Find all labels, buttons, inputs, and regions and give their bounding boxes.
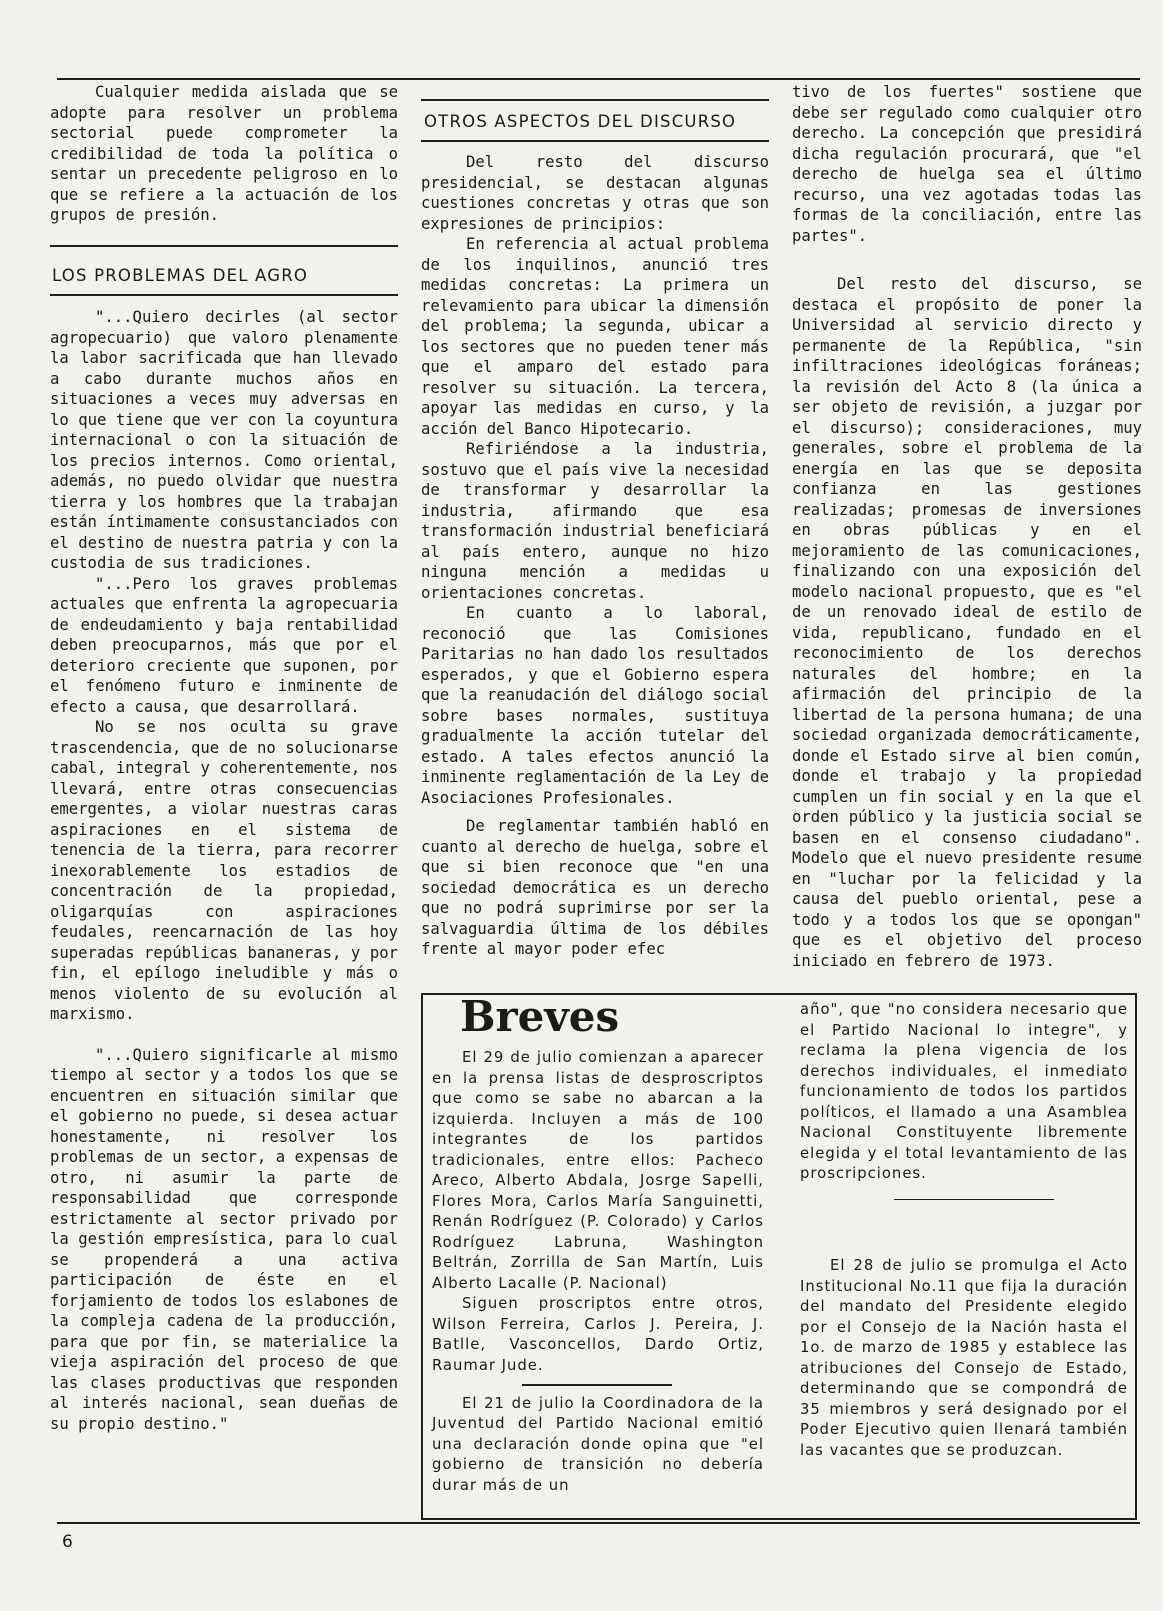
column-3-body (792, 82, 1142, 971)
section-heading-otros: OTROS ASPECTOS DEL DISCURSO (424, 112, 737, 131)
paragraph: "...Pero los graves problemas actuales que enfrenta la agropecuaria de endeudamiento y baja rentabilidad deben preocuparnos, más que por el deterioro creciente que suponen, por el fenómeno futuro e inminente de efecto a causa, que desarrollará. (50, 574, 398, 716)
paragraph: tivo de los fuertes" sostiene que debe ser regulado como cualquier otro derecho. La concepción que presidirá dicha regulación procurará, que "el derecho de huelga sea el último recurso, una vez agotadas todas las formas de la conciliación, entre las partes". (792, 83, 1142, 245)
paragraph: No se nos oculta su grave trascendencia, que de no solucionarse cabal, integral y coherentemente, nos llevará, entre otras consecuencias emergentes, a violar nuestras caras aspiraciones en el sistema de tenencia de la tierra, para recorrer inexorablemente los estadios de concentración de la propiedad, oligarquías con aspiraciones feudales, reencarnación de las hoy superadas repúblicas bananeras, y por fin, el epílogo ineludible y más o menos violento de su evolución al marxismo. (50, 718, 398, 1023)
paragraph: El 28 de julio se promulga el Acto Institucional No.11 que fija la duración del mandato del Presidente elegido por el Consejo de la Nación hasta el 1o. de marzo de 1985 y establece las atribuciones del Consejo de Estado, determinando que se compondrá de 35 miembros y será designado por el Poder Ejecutivo quien llenará también las vacantes que se produzcan. (800, 1257, 1128, 1459)
paragraph: "...Quiero significarle al mismo tiempo al sector y a todos los que se encuentren en situación similar que el gobierno no puede, si desea actuar honestamente, ni resolver los problemas de un sector, a expensas de otro, ni asumir la parte de responsabilidad que corresponde estrictamente al sector privado por la gestión empresística, para lo cual se propenderá a una activa participación de éste en el forjamiento de todos los eslabones de la compleja cadena de la producción, para que por fin, se materialice la vieja aspiración del proceso de que las clases productivas que responden al interés nacional, sean dueñas de su propio destino." (50, 1045, 398, 1433)
page-number: 6 (62, 1532, 73, 1552)
section-rule (50, 245, 398, 247)
section-rule (421, 99, 769, 101)
section-rule (421, 140, 769, 142)
paragraph: "...Quiero decirles (al sector agropecuario) que valoro plenamente la labor sacrificada que han llevado a cabo durante muchos años en situaciones a veces muy adversas en lo que tiene que ver con la coyuntura internacional o con la situación de los precios internos. Como oriental, además, no puedo olvidar que nuestra tierra y los hombres que la trabajan están íntimamente consustanciados con el destino de nuestra patria y con la custodia de sus tradiciones. (50, 308, 398, 572)
paragraph: En cuanto a lo laboral, reconoció que las Comisiones Paritarias no han dado los resultados esperados, y que el Gobierno espera que la reanudación del diálogo social sobre bases normales, sustituya gradualmente la acción tutelar del estado. A tales efectos anunció la inminente reglamentación de la Ley de Asociaciones Profesionales. (421, 604, 769, 807)
breves-divider (522, 1384, 672, 1386)
top-rule (57, 78, 1140, 80)
paragraph: Del resto del discurso, se destaca el propósito de poner la Universidad al servicio directo y permanente de la República, "sin infiltraciones ideológicas foráneas; la revisión del Acto 8 (la única a ser objeto de revisión, a juzgar por el discurso); consideraciones, muy generales, sobre el problema de la energía en las que se deposita confianza en las gestiones realizadas; promesas de inversiones en obras públicas y en el mejoramiento de las comunicaciones, finalizando con una exposición del modelo nacional propuesto, que es "el de un renovado ideal de estilo de vida, republicano, fundado en el reconocimiento de los derechos naturales del hombre; en la afirmación del principio de la libertad de la persona humana; de una sociedad organizada democráticamente, donde el Estado sirve al bien común, donde el trabajo y la propiedad cumplen un fin social y en la que el orden público y la justicia social se basen en el consenso ciudadano". Modelo que el nuevo presidente resume en "luchar por la felicidad y la causa del pueblo oriental, pese a todo y a todos los que se opongan" que es el objetivo del proceso iniciado en febrero de 1973. (792, 275, 1142, 970)
paragraph: año", que "no considera necesario que el Partido Nacional lo integre", y reclama la plena vigencia de los derechos individuales, el inmediato funcionamiento de todos los partidos políticos, el llamado a una Asamblea Nacional Constituyente libremente elegida y el total levantamiento de las proscripciones. (800, 1001, 1128, 1182)
paragraph: El 21 de julio la Coordinadora de la Juventud del Partido Nacional emitió una declaración donde opina que "el gobierno de transición no debería durar más de un (432, 1394, 764, 1494)
breves-divider (894, 1199, 1054, 1201)
paragraph: Del resto del discurso presidencial, se destacan algunas cuestiones concretas y otras que son expresiones de principios: (421, 153, 769, 233)
breves-left-column (432, 1048, 764, 1496)
section-rule (50, 294, 398, 296)
breves-title: Breves (460, 992, 620, 1041)
breves-right-column (800, 1000, 1128, 1461)
paragraph: En referencia al actual problema de los inquilinos, anunció tres medidas concretas: La primera un relevamiento para ubicar la dimensión del problema; la segunda, ubicar a los sectores que no pueden tener más que el amparo del estado para resolver su situación. La tercera, apoyar las medidas en curso, y la acción del Banco Hipotecario. (421, 235, 769, 438)
paragraph: Refiriéndose a la industria, sostuvo que el país vive la necesidad de transformar y desarrollar la industria, afirmando que esa transformación industrial beneficiará al país entero, aunque no hizo ninguna mención a medidas u orientaciones concretas. (421, 440, 769, 602)
column-1-intro (50, 82, 398, 226)
bottom-rule (57, 1522, 1140, 1524)
paragraph: El 29 de julio comienzan a aparecer en la prensa listas de desproscriptos que como se sabe no abarcan a la izquierda. Incluyen a más de 100 integrantes de los partidos tradicionales, entre ellos: Pacheco Areco, Alberto Abdala, Josrge Sapelli, Flores Mora, Carlos María Sanguinetti, Renán Rodríguez (P. Colorado) y Carlos Rodríguez Labruna, Washington Beltrán, Zorrilla de San Martín, Luis Alberto Lacalle (P. Nacional) (432, 1049, 764, 1292)
column-2-body (421, 152, 769, 960)
column-1-body (50, 307, 398, 1434)
paragraph: Siguen proscriptos entre otros, Wilson Ferreira, Carlos J. Pereira, J. Batlle, Vasconcellos, Dardo Ortiz, Raumar Jude. (432, 1295, 764, 1374)
section-heading-agro: LOS PROBLEMAS DEL AGRO (52, 266, 309, 285)
paragraph: De reglamentar también habló en cuanto al derecho de huelga, sobre el que si bien reconoce que "en una sociedad democrática es un derecho que no podrá suprimirse por ser la salvaguardia última de los débiles frente al mayor poder efec (421, 817, 769, 958)
intro-paragraph: Cualquier medida aislada que se adopte para resolver un problema sectorial puede comprometer la credibilidad de toda la política o sentar un precedente peligroso en lo que se refiere a la actuación de los grupos de presión. (50, 83, 398, 224)
